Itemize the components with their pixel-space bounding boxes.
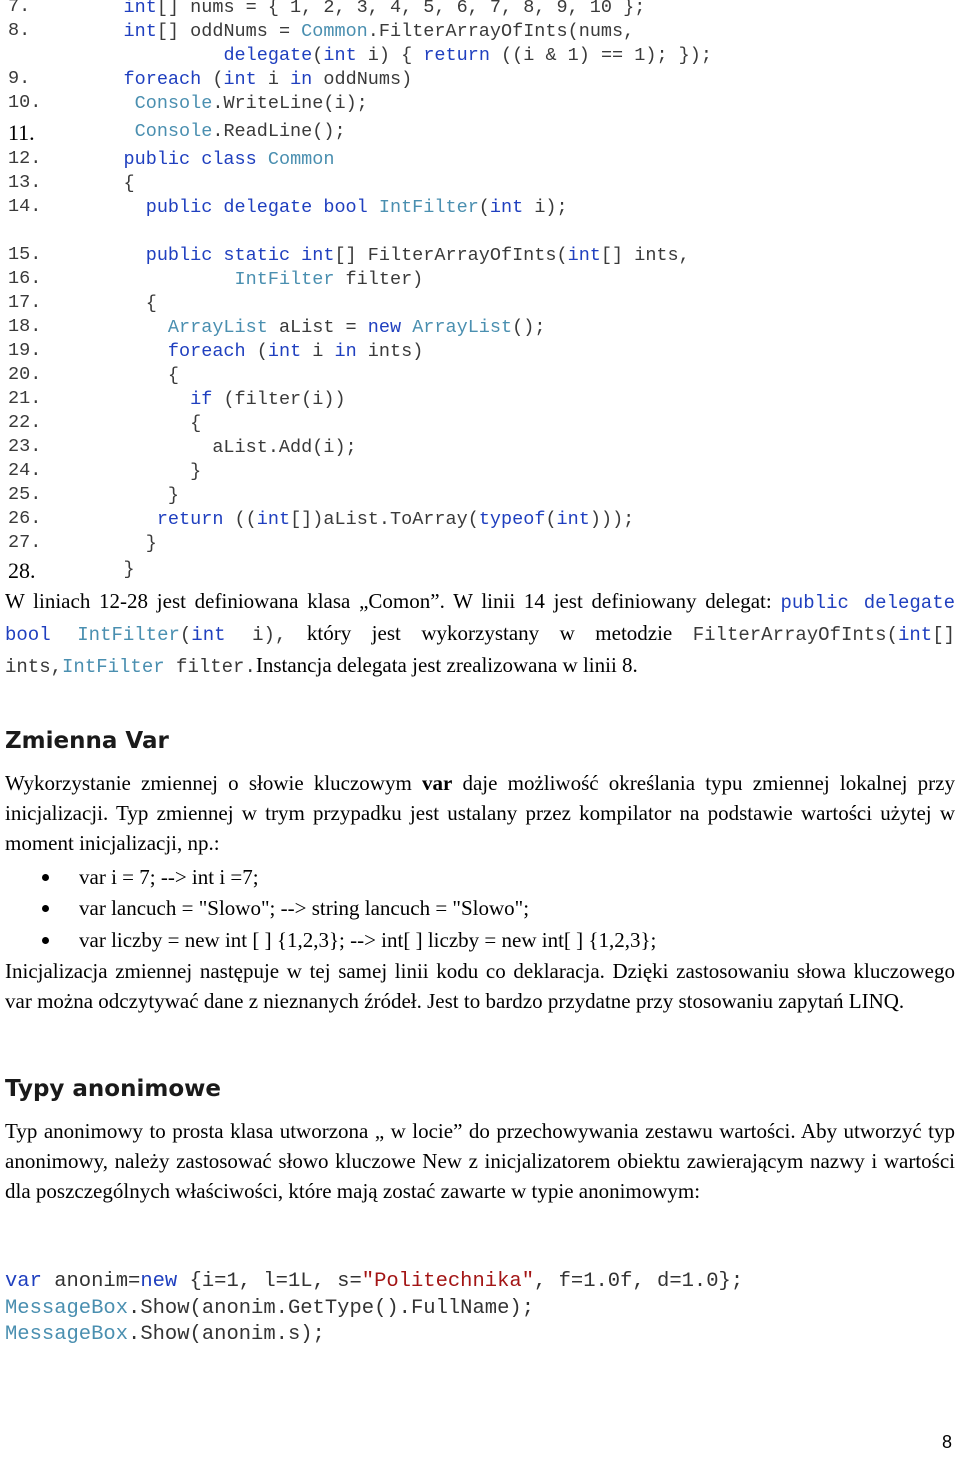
line-number: 13.	[8, 172, 42, 193]
bullet-icon	[42, 905, 49, 912]
line-number: 18.	[8, 316, 42, 337]
heading-typy-anonimowe: Typy anonimowe	[5, 1076, 221, 1102]
line-number: 11.	[8, 120, 35, 145]
line-number: 7.	[8, 0, 31, 17]
code-text: }	[68, 461, 202, 482]
page-number: 8	[941, 1432, 952, 1452]
code-text: return ((int[])aList.ToArray(typeof(int)));	[156, 509, 635, 530]
code-text: {	[68, 173, 135, 194]
code-text: Console.WriteLine(i);	[134, 93, 368, 114]
code-text: aList.Add(i);	[68, 437, 357, 458]
code-text: ArrayList aList = new ArrayList();	[167, 317, 546, 338]
paragraph-anon-intro: Typ anonimowy to prosta klasa utworzona „ w locie” do przechowywania zestawu wartości. Aby utworzyć typ anonimowy, należy zastosować słowo kluczowe New z inicjalizatorem obiektu zawierającym nazwy i wartości dla poszczególnych właściwości, które mają zostać zawarte w typie anonimowym:	[5, 1119, 955, 1203]
code-line: var anonim=new {i=1, l=1L, s="Politechnika", f=1.0f, d=1.0};	[5, 1270, 744, 1293]
code-text: }	[68, 559, 135, 580]
paragraph-var-outro: Inicjalizacja zmiennej następuje w tej samej linii kodu co deklaracja. Dzięki zastosowaniu słowa kluczowego var można odczytywać dane z nieznanych źródeł. Jest to bardzo przydatne przy stosowaniu zapytań LINQ.	[5, 959, 955, 1013]
line-number: 24.	[8, 460, 42, 481]
line-number: 21.	[8, 388, 42, 409]
line-number: 8.	[8, 20, 31, 41]
code-text: public delegate bool IntFilter(int i);	[145, 197, 568, 218]
line-number: 9.	[8, 68, 31, 89]
keyword-bold: var	[421, 771, 453, 795]
line-number: 10.	[8, 92, 42, 113]
inline-code-delegate: public delegate bool IntFilter(int i),	[5, 592, 955, 646]
line-number: 23.	[8, 436, 42, 457]
line-number: 12.	[8, 148, 42, 169]
code-text: public static int[] FilterArrayOfInts(int[] ints,	[145, 245, 690, 266]
bullet-icon	[42, 937, 49, 944]
line-number: 25.	[8, 484, 42, 505]
line-number: 20.	[8, 364, 42, 385]
text: W liniach 12-28 jest definiowana klasa „Comon”. W linii 14 jest definiowany delegat:	[5, 589, 781, 613]
text: var liczby = new int [ ] {1,2,3}; --> int[ ] liczby = new int[ ] {1,2,3};	[79, 928, 657, 952]
text: który jest wykorzystany w metodzie	[286, 621, 693, 645]
line-number: 19.	[8, 340, 42, 361]
code-text: }	[68, 533, 157, 554]
line-number: 22.	[8, 412, 42, 433]
line-number: 28.	[8, 558, 36, 583]
paragraph-var-intro	[5, 768, 955, 858]
line-number: 17.	[8, 292, 42, 313]
code-text: int[] oddNums = Common.FilterArrayOfInts(nums,	[123, 21, 635, 42]
text: Wykorzystanie zmiennej o słowie kluczowym	[5, 771, 422, 795]
code-text: }	[68, 485, 180, 506]
code-text: public class Common	[123, 149, 335, 170]
line-number: 15.	[8, 244, 42, 265]
code-text: {	[68, 293, 157, 314]
line-number: 27.	[8, 532, 42, 553]
inline-code-method: FilterArrayOfInts(int[] ints,IntFilter filter.	[5, 624, 956, 678]
code-line: MessageBox.Show(anonim.s);	[5, 1323, 325, 1346]
line-number: 16.	[8, 268, 42, 289]
code-text: foreach (int i in ints)	[167, 341, 424, 362]
code-text: int[] nums = { 1, 2, 3, 4, 5, 6, 7, 8, 9, 10 };	[123, 0, 646, 18]
code-text: if (filter(i))	[190, 389, 346, 410]
paragraph-delegate-explanation	[5, 586, 955, 682]
heading-zmienna-var: Zmienna Var	[5, 728, 169, 754]
code-text: {	[68, 413, 202, 434]
code-text: foreach (int i in oddNums)	[123, 69, 413, 90]
code-text: IntFilter filter)	[234, 269, 424, 290]
text: var i = 7; --> int i =7;	[79, 865, 259, 889]
code-line: MessageBox.Show(anonim.GetType().FullName);	[5, 1297, 534, 1320]
code-text: delegate(int i) { return ((i & 1) == 1); });	[223, 45, 712, 66]
text: Instancja delegata jest zrealizowana w linii 8.	[255, 653, 638, 677]
code-text: Console.ReadLine();	[134, 121, 346, 142]
text: daje możliwość określania typu zmiennej lokalnej przy inicjalizacji. Typ zmiennej w trym przypadku jest ustalany przez kompilator na podstawie wartości użytej w moment inicjalizacji, np.:	[5, 771, 955, 855]
line-number: 26.	[8, 508, 42, 529]
text: var lancuch = "Slowo"; --> string lancuch = "Slowo";	[79, 896, 530, 920]
code-text: {	[68, 365, 180, 386]
line-number: 14.	[8, 196, 42, 217]
bullet-icon	[42, 874, 49, 881]
